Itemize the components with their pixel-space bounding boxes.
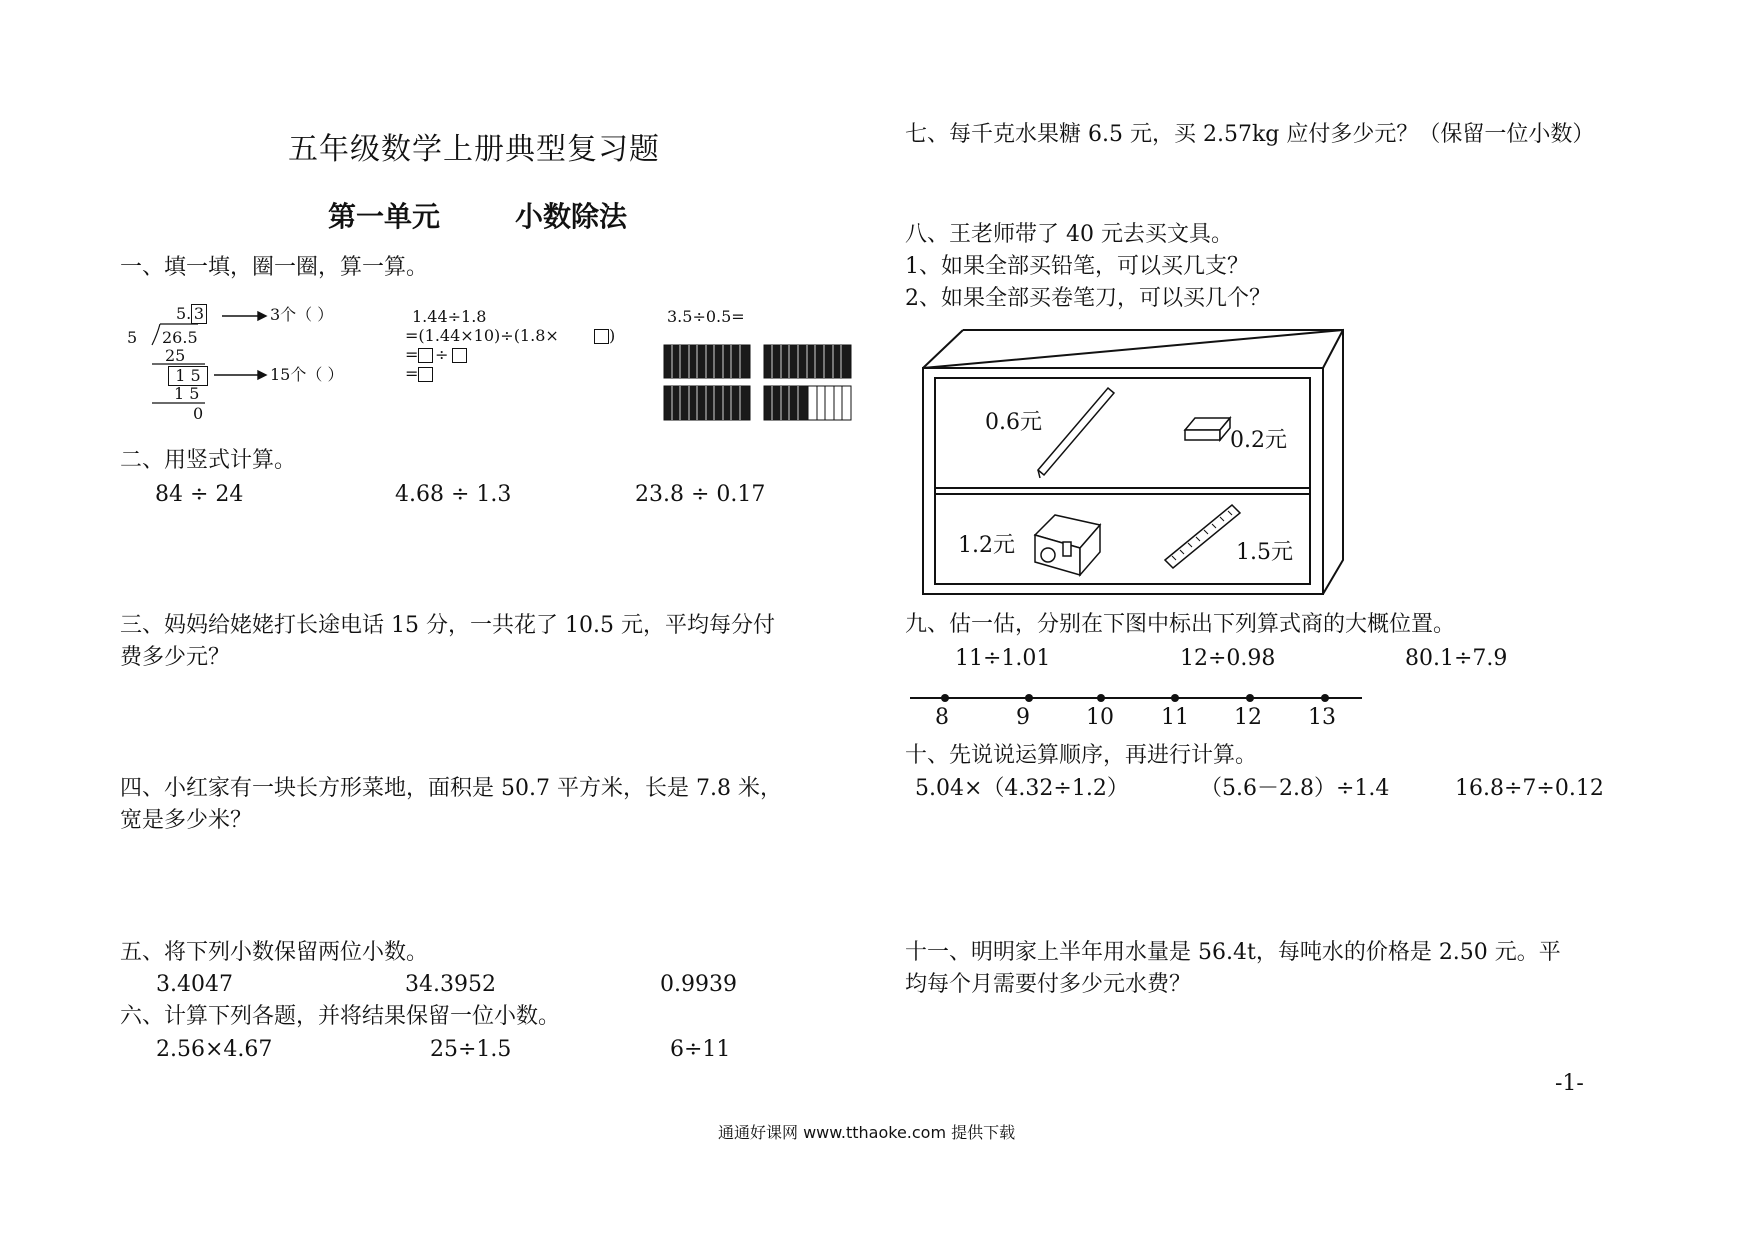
q10-item: （5.6－2.8）÷1.4 bbox=[1200, 776, 1390, 801]
tenths-grid-blocks bbox=[664, 345, 851, 420]
division-row-box: 1 5 bbox=[168, 366, 208, 386]
number-line-tick-8 bbox=[941, 694, 949, 702]
q2-item: 23.8 ÷ 0.17 bbox=[635, 482, 766, 507]
number-line-tick-10 bbox=[1097, 694, 1105, 702]
q6-item: 6÷11 bbox=[670, 1037, 731, 1062]
division-bracket bbox=[152, 324, 205, 403]
q2-heading: 二、用竖式计算。 bbox=[120, 448, 297, 473]
unit-title-number: 第一单元 bbox=[328, 200, 441, 233]
q6-item: 25÷1.5 bbox=[430, 1037, 512, 1062]
number-line-tick-9 bbox=[1025, 694, 1033, 702]
q2-item: 84 ÷ 24 bbox=[155, 482, 244, 507]
q5-item: 0.9939 bbox=[660, 972, 737, 997]
number-line bbox=[910, 694, 1362, 702]
q9-item: 11÷1.01 bbox=[955, 646, 1051, 671]
q9-item: 80.1÷7.9 bbox=[1405, 646, 1508, 671]
q9-item: 12÷0.98 bbox=[1180, 646, 1276, 671]
number-line-tick-label: 8 bbox=[935, 705, 949, 730]
footer-source: 通通好课网 www.tthaoke.com 提供下载 bbox=[718, 1123, 1016, 1142]
q4-text-line: 宽是多少米？ bbox=[120, 808, 253, 833]
arrow-icon bbox=[214, 312, 266, 379]
sharpener-icon bbox=[1035, 515, 1100, 575]
eraser-icon bbox=[1185, 418, 1230, 440]
q6-item: 2.56×4.67 bbox=[156, 1037, 273, 1062]
page-title: 五年级数学上册典型复习题 bbox=[288, 132, 660, 167]
number-line-tick-label: 11 bbox=[1161, 705, 1189, 730]
division-quotient: 5. bbox=[176, 304, 192, 323]
unit-title-topic: 小数除法 bbox=[515, 200, 628, 233]
ruler-icon bbox=[1165, 505, 1240, 568]
equation-line: =(1.44×10)÷(1.8× bbox=[405, 326, 559, 345]
pencil-icon bbox=[1038, 388, 1114, 478]
pencil-price: 0.6元 bbox=[985, 410, 1042, 435]
arrow-label-3: 3个（ ） bbox=[270, 305, 334, 324]
number-line-tick-label: 12 bbox=[1234, 705, 1262, 730]
q1-heading: 一、填一填，圈一圈，算一算。 bbox=[120, 255, 429, 280]
q4-text-line: 四、小红家有一块长方形菜地，面积是 50.7 平方米，长是 7.8 米， bbox=[120, 776, 782, 801]
q5-item: 3.4047 bbox=[156, 972, 233, 997]
arrow-label-15: 15个（ ） bbox=[270, 365, 344, 384]
number-line-tick-13 bbox=[1321, 694, 1329, 702]
number-line-tick-12 bbox=[1246, 694, 1254, 702]
division-row: 0 bbox=[193, 404, 204, 423]
q5-item: 34.3952 bbox=[405, 972, 496, 997]
equation-line: ÷ bbox=[435, 345, 449, 364]
hatched-block bbox=[764, 345, 851, 378]
half-hatched-block bbox=[764, 386, 851, 420]
q9-heading: 九、估一估，分别在下图中标出下列算式商的大概位置。 bbox=[905, 612, 1456, 637]
q10-item: 5.04×（4.32÷1.2） bbox=[915, 776, 1129, 801]
equation-line: ) bbox=[609, 326, 616, 345]
equation-line: = bbox=[405, 364, 419, 383]
q6-heading: 六、计算下列各题，并将结果保留一位小数。 bbox=[120, 1004, 561, 1029]
q3-text-line: 费多少元？ bbox=[120, 645, 231, 670]
q8-sub-question: 1、如果全部买铅笔，可以买几支？ bbox=[905, 254, 1249, 279]
q10-heading: 十、先说说运算顺序，再进行计算。 bbox=[905, 743, 1258, 768]
page-number: -1- bbox=[1555, 1071, 1584, 1096]
number-line-tick-label: 13 bbox=[1308, 705, 1336, 730]
number-line-tick-label: 9 bbox=[1016, 705, 1030, 730]
number-line-tick-label: 10 bbox=[1086, 705, 1114, 730]
q11-text-line: 十一、明明家上半年用水量是 56.4t，每吨水的价格是 2.50 元。平 bbox=[905, 940, 1561, 965]
division-dividend: 26.5 bbox=[162, 328, 198, 347]
grid-expression: 3.5÷0.5= bbox=[667, 307, 745, 326]
q3-text-line: 三、妈妈给姥姥打长途电话 15 分，一共花了 10.5 元，平均每分付 bbox=[120, 613, 775, 638]
q8-heading: 八、王老师带了 40 元去买文具。 bbox=[905, 222, 1233, 247]
stationery-cabinet bbox=[923, 330, 1343, 594]
q2-item: 4.68 ÷ 1.3 bbox=[395, 482, 512, 507]
q10-item: 16.8÷7÷0.12 bbox=[1455, 776, 1604, 801]
hatched-block bbox=[664, 345, 750, 378]
sharpener-price: 1.2元 bbox=[958, 533, 1015, 558]
equation-line: = bbox=[405, 345, 419, 364]
eraser-price: 0.2元 bbox=[1230, 428, 1287, 453]
q5-heading: 五、将下列小数保留两位小数。 bbox=[120, 940, 429, 965]
division-row: 25 bbox=[165, 346, 186, 365]
hatched-block bbox=[664, 386, 750, 420]
number-line-tick-11 bbox=[1171, 694, 1179, 702]
division-divisor: 5 bbox=[127, 328, 138, 347]
q7-text: 七、每千克水果糖 6.5 元，买 2.57kg 应付多少元？（保留一位小数） bbox=[905, 122, 1595, 147]
division-row: 1 5 bbox=[174, 384, 200, 403]
q11-text-line: 均每个月需要付多少元水费？ bbox=[905, 972, 1192, 997]
division-quotient-box: 3 bbox=[191, 304, 207, 324]
ruler-price: 1.5元 bbox=[1236, 540, 1293, 565]
equation-line: 1.44÷1.8 bbox=[412, 307, 487, 326]
q8-sub-question: 2、如果全部买卷笔刀，可以买几个？ bbox=[905, 286, 1271, 311]
